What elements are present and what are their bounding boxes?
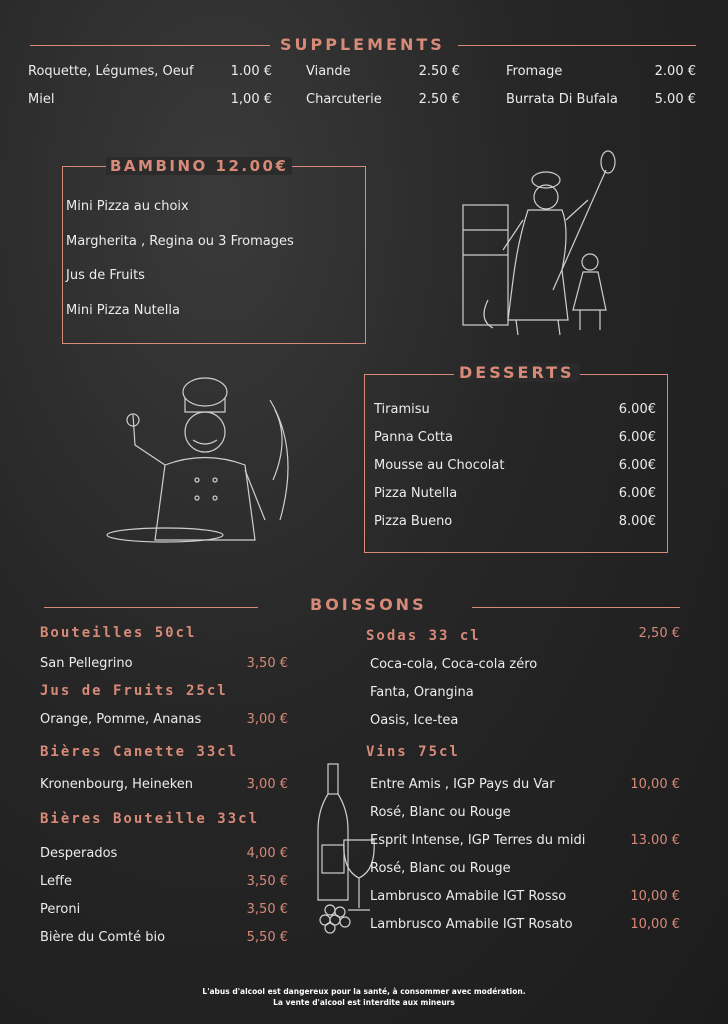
chef-with-pizza-illustration xyxy=(105,370,305,570)
supplement-name: Viande xyxy=(306,64,351,79)
drink-name: Bière du Comté bio xyxy=(40,930,166,945)
supplement-name: Roquette, Légumes, Oeuf xyxy=(28,64,194,79)
bouteilles-title: Bouteilles 50cl xyxy=(40,625,197,641)
dessert-price: 6.00€ xyxy=(618,430,656,445)
dessert-price: 6.00€ xyxy=(618,486,656,501)
boissons-rule-right xyxy=(472,607,680,608)
dessert-name: Mousse au Chocolat xyxy=(374,458,505,473)
bambino-title: BAMBINO 12.00€ xyxy=(106,157,292,175)
drink-name: Peroni xyxy=(40,902,81,917)
alcohol-warning-line1: L'abus d'alcool est dangereux pour la santé, à consommer avec modération. xyxy=(202,987,526,996)
supplement-name: Charcuterie xyxy=(306,92,382,107)
drink-name: Desperados xyxy=(40,846,118,861)
canette-title: Bières Canette 33cl xyxy=(40,744,239,760)
supplement-price: 2.50 € xyxy=(418,92,460,107)
sodas-title: Sodas 33 cl xyxy=(366,628,481,644)
bambino-item: Margherita , Regina ou 3 Fromages xyxy=(66,234,294,249)
dessert-name: Pizza Nutella xyxy=(374,486,458,501)
supplement-name: Miel xyxy=(28,92,55,107)
wine-name: Entre Amis , IGP Pays du Var xyxy=(370,777,555,792)
supplement-price: 2.50 € xyxy=(418,64,460,79)
dessert-price: 8.00€ xyxy=(618,514,656,529)
supplements-title: SUPPLEMENTS xyxy=(280,35,445,54)
supplement-price: 1,00 € xyxy=(230,92,272,107)
dessert-name: Tiramisu xyxy=(374,402,430,417)
wine-price: 10,00 € xyxy=(630,917,680,932)
boissons-rule-left xyxy=(44,607,258,608)
drink-name: Orange, Pomme, Ananas xyxy=(40,712,202,727)
soda-item: Fanta, Orangina xyxy=(370,685,474,700)
wine-name: Lambrusco Amabile IGT Rosso xyxy=(370,889,567,904)
dessert-price: 6.00€ xyxy=(618,402,656,417)
bambino-item: Jus de Fruits xyxy=(66,268,145,283)
wine-name: Esprit Intense, IGP Terres du midi xyxy=(370,833,586,848)
drink-price: 5,50 € xyxy=(246,930,288,945)
boissons-title: BOISSONS xyxy=(310,595,427,614)
supplements-rule-left xyxy=(30,45,270,46)
soda-item: Oasis, Ice-tea xyxy=(370,713,459,728)
alcohol-warning-line2: La vente d'alcool est interdite aux mineurs xyxy=(273,998,455,1007)
drink-name: San Pellegrino xyxy=(40,656,133,671)
supplement-name: Burrata Di Bufala xyxy=(506,92,618,107)
bambino-item: Mini Pizza au choix xyxy=(66,199,189,214)
supplement-price: 2.00 € xyxy=(654,64,696,79)
supplement-name: Fromage xyxy=(506,64,563,79)
drink-price: 3,00 € xyxy=(246,712,288,727)
dessert-price: 6.00€ xyxy=(618,458,656,473)
dessert-name: Panna Cotta xyxy=(374,430,453,445)
supplement-price: 5.00 € xyxy=(654,92,696,107)
supplement-price: 1.00 € xyxy=(230,64,272,79)
jus-title: Jus de Fruits 25cl xyxy=(40,683,228,699)
desserts-title: DESSERTS xyxy=(454,363,580,382)
drink-name: Leffe xyxy=(40,874,72,889)
soda-item: Coca-cola, Coca-cola zéro xyxy=(370,657,538,672)
drink-price: 3,50 € xyxy=(246,902,288,917)
wine-price: 13.00 € xyxy=(630,833,680,848)
drink-price: 3,00 € xyxy=(246,777,288,792)
drink-price: 4,00 € xyxy=(246,846,288,861)
wine-name: Lambrusco Amabile IGT Rosato xyxy=(370,917,573,932)
biere-bouteille-title: Bières Bouteille 33cl xyxy=(40,811,260,827)
drink-price: 3,50 € xyxy=(246,656,288,671)
wine-name: Rosé, Blanc ou Rouge xyxy=(370,861,511,876)
drink-name: Kronenbourg, Heineken xyxy=(40,777,194,792)
drink-price: 3,50 € xyxy=(246,874,288,889)
bambino-item: Mini Pizza Nutella xyxy=(66,303,180,318)
supplements-rule-right xyxy=(458,45,696,46)
vins-title: Vins 75cl xyxy=(366,744,460,760)
wine-price: 10,00 € xyxy=(630,777,680,792)
baker-with-child-illustration xyxy=(458,150,628,345)
wine-price: 10,00 € xyxy=(630,889,680,904)
dessert-name: Pizza Bueno xyxy=(374,514,453,529)
sodas-price: 2,50 € xyxy=(638,626,680,641)
wine-name: Rosé, Blanc ou Rouge xyxy=(370,805,511,820)
